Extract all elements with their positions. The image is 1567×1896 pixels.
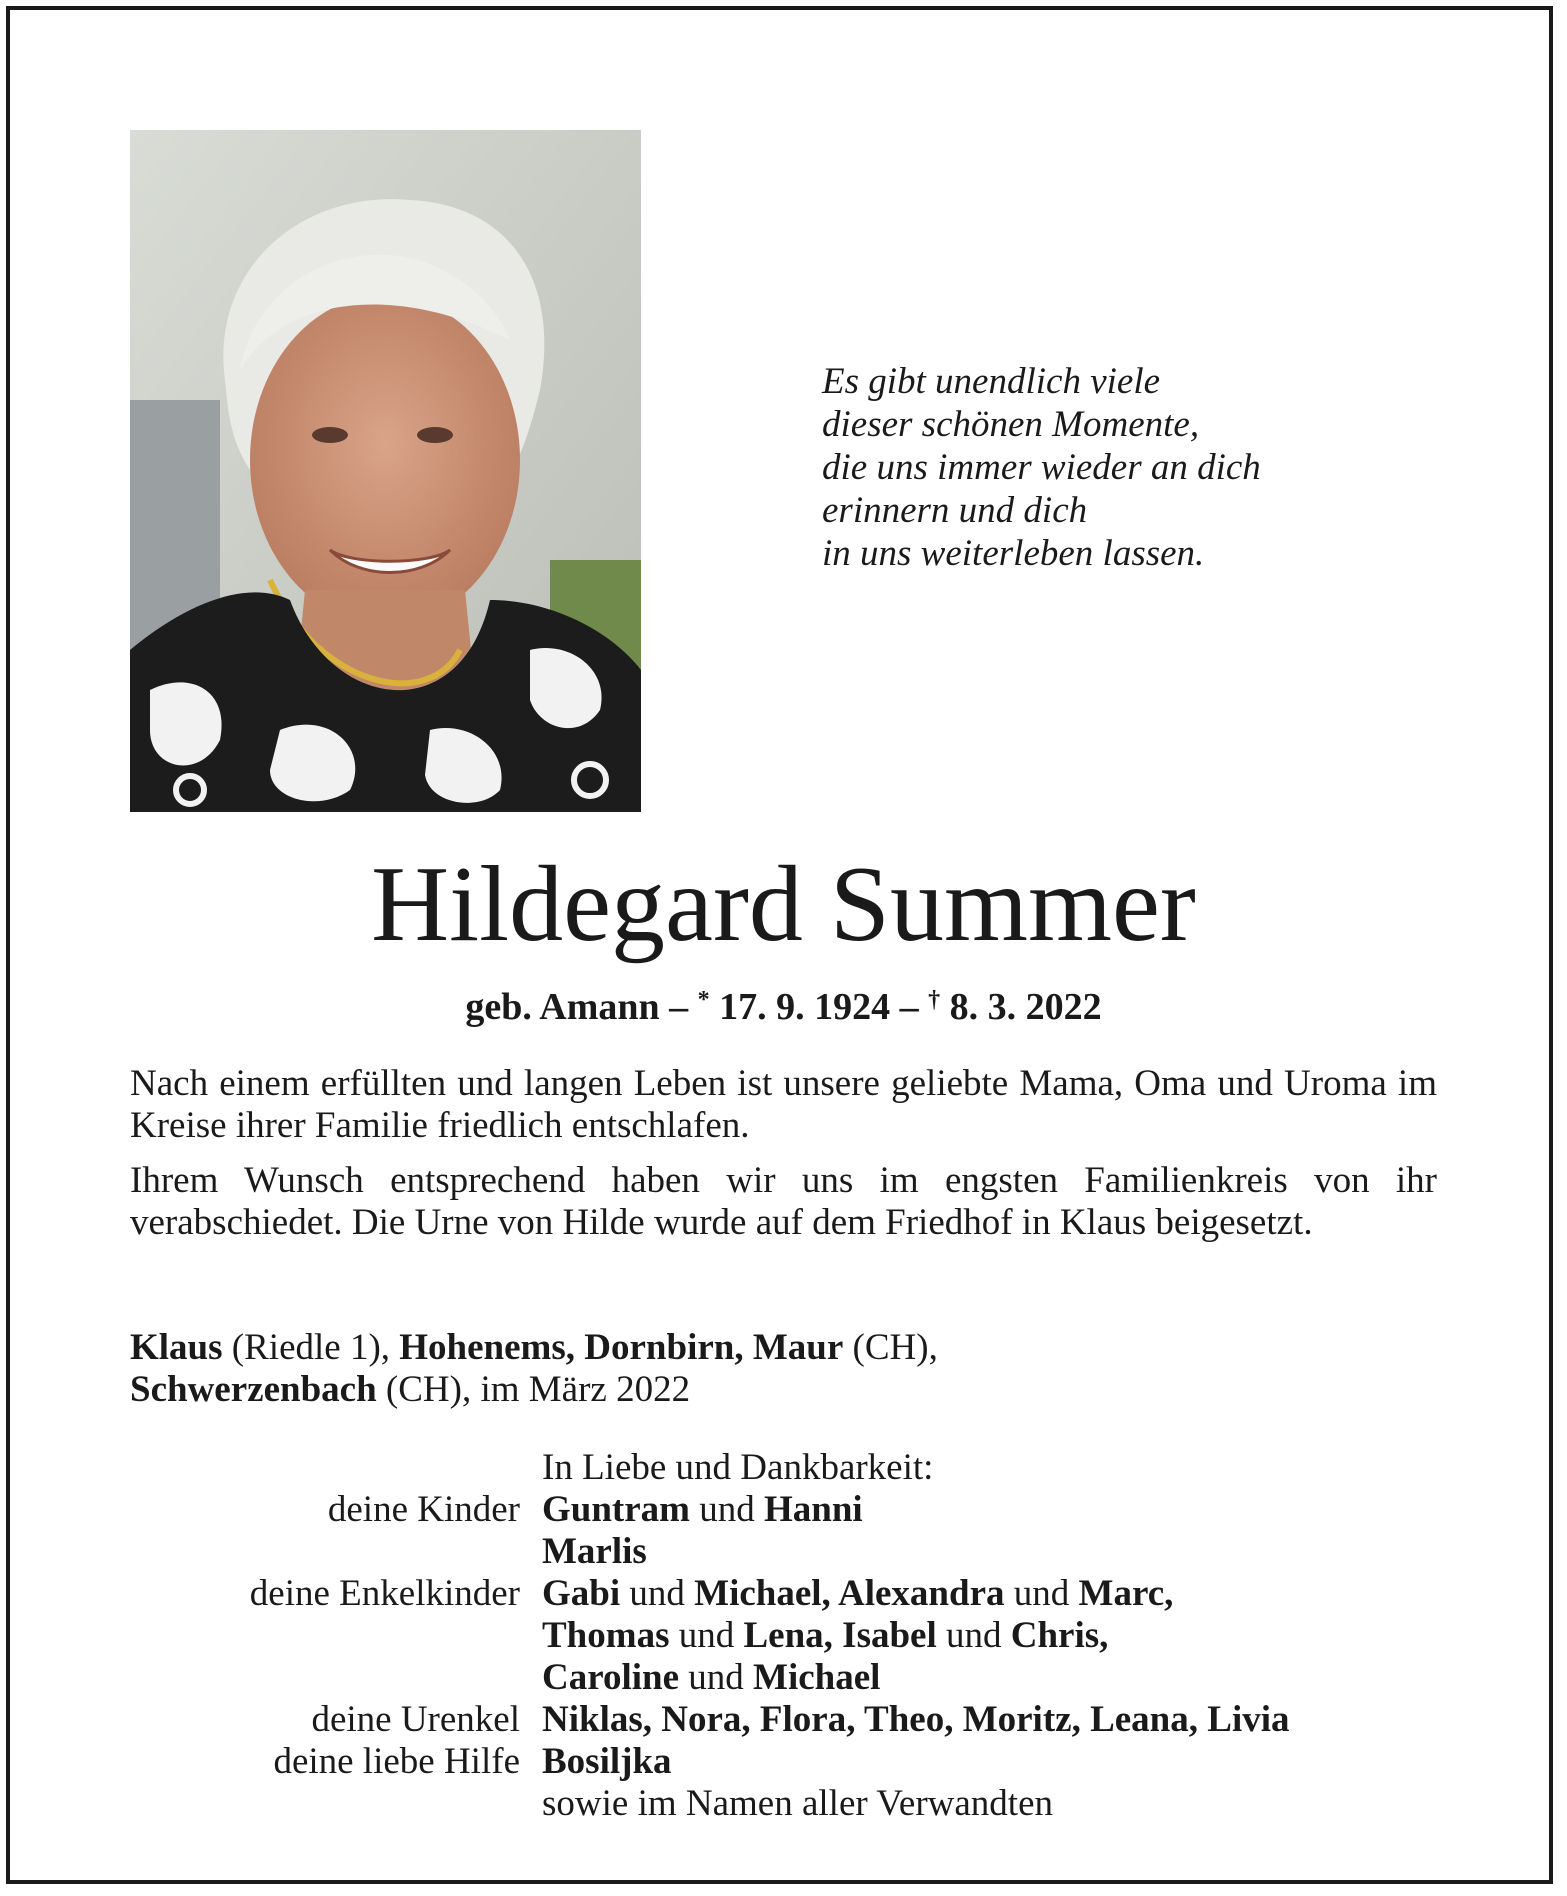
death-mark: †: [928, 987, 941, 1013]
quote-line: dieser schönen Momente,: [822, 404, 1200, 445]
place-schwerzenbach: Schwerzenbach: [130, 1369, 377, 1410]
place-detail: (Riedle 1),: [222, 1327, 400, 1368]
family-name: Gabi: [542, 1573, 621, 1614]
family-list: [130, 1447, 1437, 1825]
maiden-name: geb. Amann: [465, 986, 660, 1028]
separator: –: [659, 986, 698, 1028]
announcement-paragraph: Nach einem erfüllten und langen Leben ist unsere geliebte Mama, Oma und Uroma im Kreise ihrer Familie friedlich entschlafen.: [130, 1063, 1437, 1146]
places-and-date: [130, 1327, 1437, 1411]
family-label: deine liebe Hilfe: [273, 1741, 520, 1782]
family-label: deine Urenkel: [311, 1699, 520, 1740]
family-row: [130, 1531, 1437, 1573]
conjunction: und: [936, 1615, 1011, 1656]
family-name: Michael,: [694, 1573, 831, 1614]
birth-date: 17. 9. 1924: [709, 986, 891, 1028]
funeral-paragraph: Ihrem Wunsch entsprechend haben wir uns im engsten Familienkreis von ihr verabschiedet. Die Urne von Hilde wurde auf dem Friedhof in Klaus beigesetzt.: [130, 1160, 1437, 1243]
family-label: deine Enkelkinder: [249, 1573, 520, 1614]
family-row: [130, 1699, 1437, 1741]
family-name: Caroline: [542, 1657, 680, 1698]
deceased-name: Hildegard Summer: [371, 845, 1196, 964]
conjunction: und: [679, 1657, 754, 1698]
place-date: (CH), im März 2022: [376, 1369, 691, 1410]
family-label: deine Kinder: [327, 1489, 520, 1530]
quote-line: die uns immer wieder an dich: [822, 447, 1261, 488]
conjunction: und: [690, 1489, 764, 1530]
portrait-photo: [130, 130, 641, 812]
family-row: [130, 1783, 1437, 1825]
family-row: [130, 1741, 1437, 1783]
conjunction: und: [620, 1573, 695, 1614]
portrait-illustration: [130, 130, 641, 812]
family-name: Marlis: [542, 1531, 647, 1572]
family-row: [130, 1489, 1437, 1531]
family-name: Isabel: [832, 1615, 937, 1656]
family-name: Lena,: [743, 1615, 833, 1656]
family-name: Hanni: [764, 1489, 863, 1530]
family-name: Bosiljka: [542, 1741, 672, 1782]
family-name: Alexandra: [830, 1573, 1005, 1614]
family-name: Chris,: [1010, 1615, 1109, 1656]
quote-line: in uns weiterleben lassen.: [822, 533, 1205, 574]
family-closing: sowie im Namen aller Verwandten: [542, 1783, 1053, 1824]
separator: –: [890, 986, 929, 1028]
memorial-quote: [822, 360, 1462, 575]
quote-line: erinnern und dich: [822, 490, 1088, 531]
family-row: [130, 1615, 1437, 1657]
birth-mark: *: [697, 987, 710, 1013]
family-intro: In Liebe und Dankbarkeit:: [542, 1447, 934, 1488]
family-row: [130, 1657, 1437, 1699]
family-name: Marc,: [1078, 1573, 1174, 1614]
family-name: Thomas: [542, 1615, 670, 1656]
place-others: Hohenems, Dornbirn, Maur: [399, 1327, 844, 1368]
conjunction: und: [1004, 1573, 1079, 1614]
family-name: Niklas, Nora, Flora, Theo, Moritz, Leana, Livia: [542, 1699, 1290, 1740]
quote-line: Es gibt unendlich viele: [822, 361, 1161, 402]
death-date: 8. 3. 2022: [940, 986, 1102, 1028]
family-row: [130, 1447, 1437, 1489]
family-name: Michael: [753, 1657, 881, 1698]
place-klaus: Klaus: [130, 1327, 223, 1368]
conjunction: und: [669, 1615, 744, 1656]
place-country: (CH),: [843, 1327, 938, 1368]
family-row: [130, 1573, 1437, 1615]
life-dates: [0, 976, 1567, 1031]
family-name: Guntram: [542, 1489, 690, 1530]
